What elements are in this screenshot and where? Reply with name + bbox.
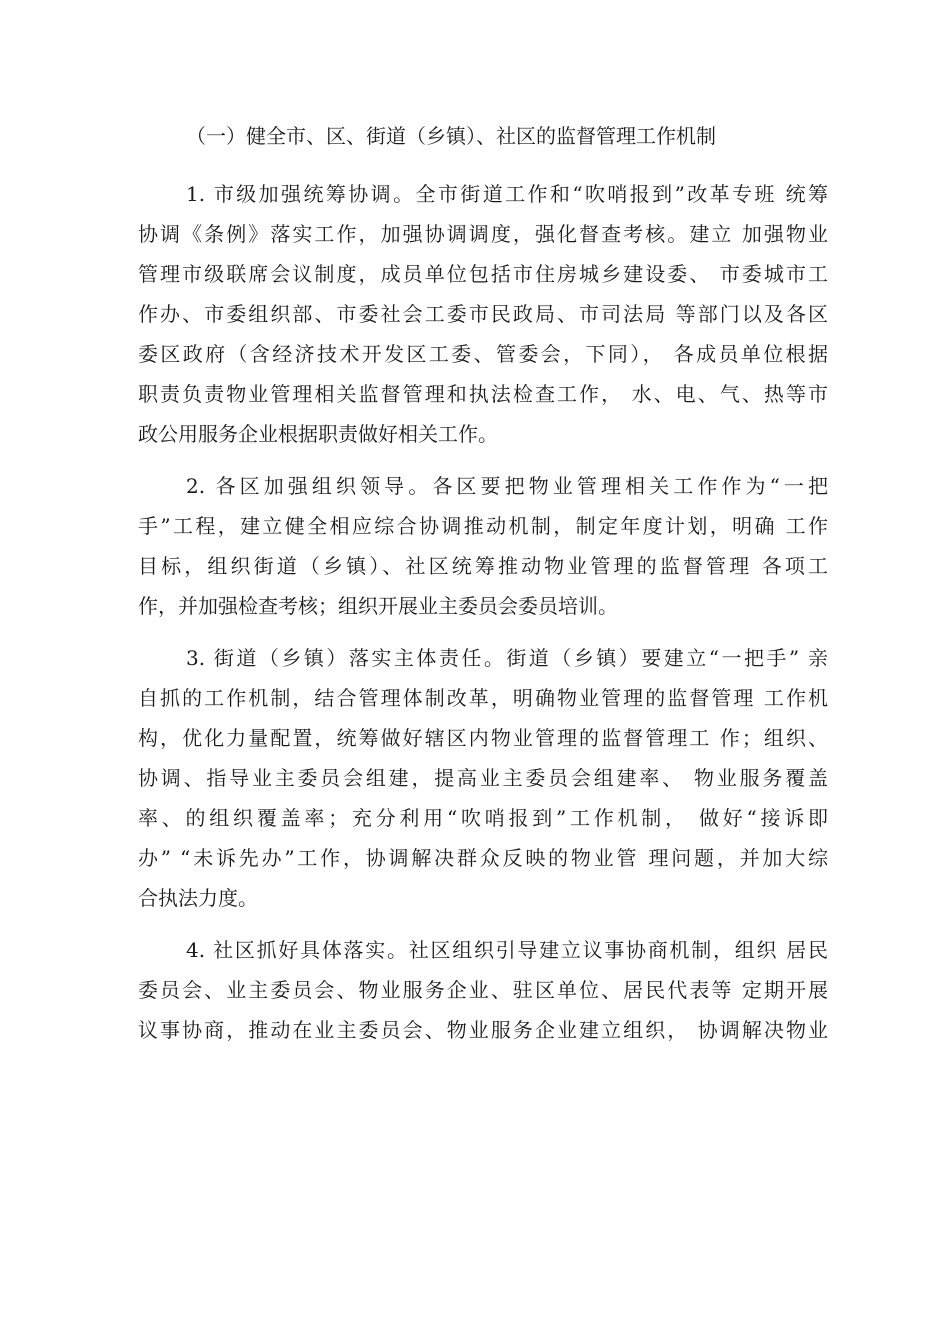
paragraph-line: 议事协商，推动在业主委员会、物业服务企业建立组织， 协调解决物业 [138,1018,828,1042]
paragraph-line: 合执法力度。 [138,886,258,910]
paragraph-line: 办” “未诉先办”工作，协调解决群众反映的物业管 理问题，并加大综 [138,846,828,870]
paragraph-line: 4. 社区抓好具体落实。社区组织引导建立议事协商机制，组织 居民 [186,938,828,962]
spacer [138,918,828,930]
paragraph-line: 委员会、业主委员会、物业服务企业、驻区单位、居民代表等 定期开展 [138,978,828,1002]
paragraph-line: 职责负责物业管理相关监督管理和执法检查工作， 水、电、气、热等市 [138,382,828,406]
paragraph-line: 1. 市级加强统筹协调。全市街道工作和“吹哨报到”改革专班 统筹 [186,182,828,206]
paragraph-line: 2. 各区加强组织领导。各区要把物业管理相关工作作为“一把 [186,474,828,498]
paragraph-line: 政公用服务企业根据职责做好相关工作。 [138,422,498,446]
paragraph-line: 管理市级联席会议制度，成员单位包括市住房城乡建设委、 市委城市工 [138,262,828,286]
paragraph-line: 作，并加强检查考核；组织开展业主委员会委员培训。 [138,594,618,618]
spacer [138,454,828,466]
paragraph-4 [138,930,828,1050]
paragraph-3 [138,638,828,918]
spacer [138,626,828,638]
paragraph-line: 目标，组织街道（乡镇）、社区统筹推动物业管理的监督管理 各项工 [138,554,828,578]
paragraph-2 [138,466,828,626]
paragraph-1 [138,174,828,454]
paragraph-line: 3. 街道（乡镇）落实主体责任。街道（乡镇）要建立“一把手” 亲 [186,646,828,670]
document-page [138,110,828,1050]
section-heading: （一）健全市、区、街道（乡镇）、社区的监督管理工作机制 [186,124,716,148]
paragraph-line: 协调《条例》落实工作，加强协调调度，强化督查考核。建立 加强物业 [138,222,828,246]
paragraph-line: 作办、市委组织部、市委社会工委市民政局、市司法局 等部门以及各区 [138,302,828,326]
spacer [138,162,828,174]
paragraph-line: 委区政府（含经济技术开发区工委、管委会，下同）， 各成员单位根据 [138,342,828,366]
paragraph-line: 手”工程，建立健全相应综合协调推动机制，制定年度计划，明确 工作 [138,514,828,538]
paragraph-line: 率、的组织覆盖率；充分利用“吹哨报到”工作机制， 做好“接诉即 [138,806,828,830]
paragraph-line: 自抓的工作机制，结合管理体制改革，明确物业管理的监督管理 工作机 [138,686,828,710]
paragraph-line: 构，优化力量配置，统筹做好辖区内物业管理的监督管理工 作；组织、 [138,726,828,750]
paragraph-line: 协调、指导业主委员会组建，提高业主委员会组建率、 物业服务覆盖 [138,766,828,790]
